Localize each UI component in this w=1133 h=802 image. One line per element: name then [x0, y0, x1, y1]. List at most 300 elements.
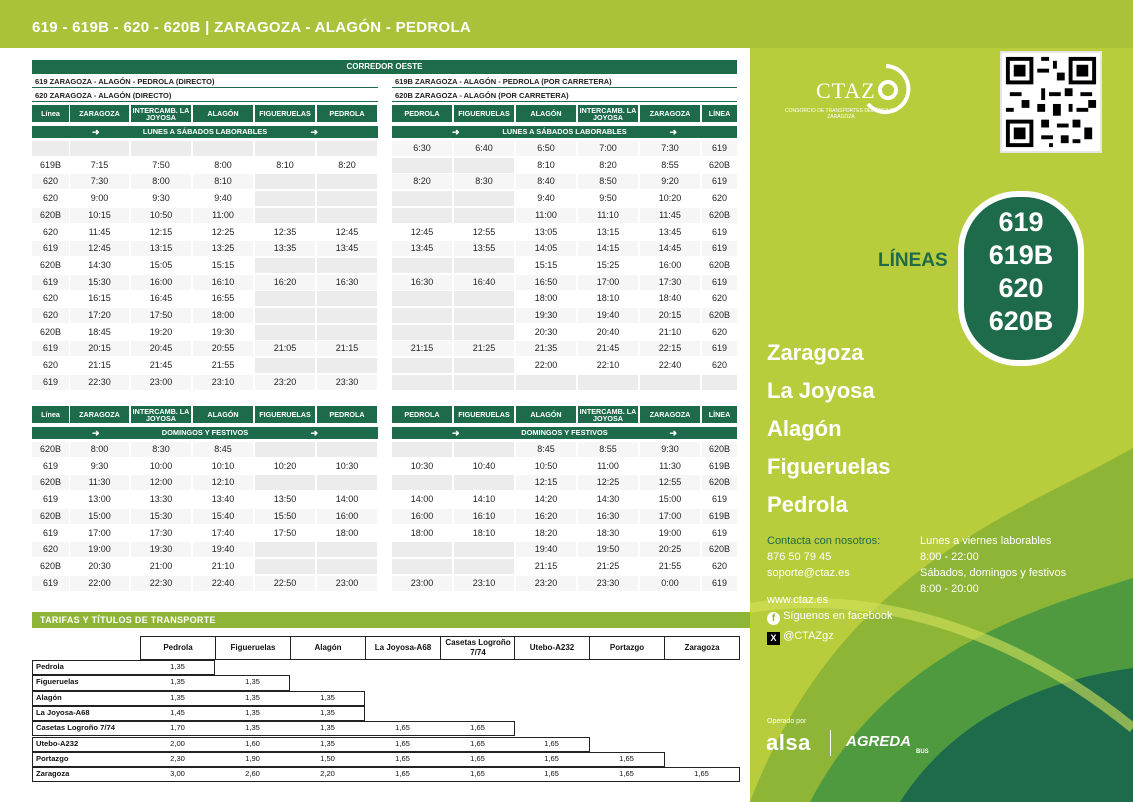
time-cell: 620B	[32, 325, 69, 340]
time-cell: 619	[702, 225, 737, 240]
time-cell: 8:30	[131, 442, 191, 457]
time-cell: 17:40	[193, 526, 253, 541]
time-cell: 17:50	[255, 526, 315, 541]
time-cell: 21:55	[640, 559, 700, 574]
time-cell: 15:40	[193, 509, 253, 524]
time-cell	[255, 141, 315, 156]
fare-value: 1,35	[170, 692, 185, 702]
time-cell: 23:20	[516, 576, 576, 591]
time-cell: 19:40	[193, 542, 253, 557]
time-cell: 23:10	[193, 375, 253, 390]
time-cell: 19:20	[131, 325, 191, 340]
time-cell: 20:15	[640, 308, 700, 323]
fare-value: 1,65	[544, 738, 559, 748]
time-cell: 8:00	[70, 442, 129, 457]
header-bar	[0, 0, 1133, 48]
time-cell	[317, 325, 377, 340]
time-cell: 16:15	[70, 291, 129, 306]
time-cell	[454, 291, 514, 306]
time-cell: 12:45	[317, 225, 377, 240]
time-cell	[392, 475, 452, 490]
time-cell: 21:15	[317, 341, 377, 356]
facebook-icon: f	[767, 612, 780, 625]
time-cell: 11:00	[578, 459, 638, 474]
divider	[392, 101, 737, 102]
twitter-label: @CTAZgz	[783, 630, 834, 642]
time-cell	[454, 258, 514, 273]
time-cell: 8:20	[578, 158, 638, 173]
day-type-label: LUNES A SÁBADOS LABORABLES	[142, 127, 268, 136]
time-cell: 10:40	[454, 459, 514, 474]
time-cell: 19:40	[516, 542, 576, 557]
time-cell: 17:30	[640, 275, 700, 290]
lines-badge	[958, 191, 1084, 366]
time-cell: 15:00	[70, 509, 129, 524]
time-cell: 10:20	[640, 191, 700, 206]
time-cell: 18:00	[317, 526, 377, 541]
time-cell: 13:45	[640, 225, 700, 240]
time-cell: 22:15	[640, 341, 700, 356]
time-cell: 619	[32, 341, 69, 356]
time-cell: 10:30	[392, 459, 452, 474]
time-cell: 13:30	[131, 492, 191, 507]
time-cell: 21:55	[193, 358, 253, 373]
time-cell: 10:20	[255, 459, 315, 474]
time-cell: 14:00	[392, 492, 452, 507]
time-cell: 16:45	[131, 291, 191, 306]
time-cell	[454, 358, 514, 373]
time-cell: 8:00	[131, 174, 191, 189]
time-cell: 12:45	[392, 225, 452, 240]
time-cell: 18:40	[640, 291, 700, 306]
time-cell: 9:30	[131, 191, 191, 206]
time-cell: 14:45	[640, 241, 700, 256]
time-cell	[255, 542, 315, 557]
time-cell	[255, 442, 315, 457]
time-cell	[454, 442, 514, 457]
column-header: INTERCAMB. LA JOYOSA	[132, 406, 190, 423]
time-cell: 14:10	[454, 492, 514, 507]
contact-heading: Contacta con nosotros:	[767, 535, 881, 547]
fare-value: 1,65	[470, 738, 485, 748]
time-cell: 619	[702, 341, 737, 356]
time-cell: 19:50	[578, 542, 638, 557]
time-cell: 8:00	[193, 158, 253, 173]
fare-column-header: Zaragoza	[664, 636, 740, 660]
time-cell: 15:25	[578, 258, 638, 273]
time-cell: 13:25	[193, 241, 253, 256]
time-cell: 619	[702, 241, 737, 256]
time-cell: 15:15	[193, 258, 253, 273]
time-cell: 20:15	[70, 341, 129, 356]
time-cell: 620	[702, 325, 737, 340]
time-cell: 620	[32, 191, 69, 206]
facebook-link[interactable]	[767, 609, 893, 625]
time-cell: 20:55	[193, 341, 253, 356]
time-cell: 10:30	[317, 459, 377, 474]
column-header: ZARAGOZA	[640, 406, 700, 423]
fare-value: 1,65	[395, 723, 410, 733]
time-cell: 20:30	[516, 325, 576, 340]
time-cell: 619	[32, 576, 69, 591]
time-cell	[131, 141, 191, 156]
time-cell: 11:45	[70, 225, 129, 240]
column-header: ZARAGOZA	[640, 105, 700, 122]
time-cell: 13:00	[70, 492, 129, 507]
time-cell: 620	[32, 358, 69, 373]
lines-label: LÍNEAS	[878, 250, 948, 271]
time-cell: 620	[32, 225, 69, 240]
time-cell: 619	[32, 526, 69, 541]
time-cell: 21:45	[578, 341, 638, 356]
time-cell: 6:40	[454, 141, 514, 156]
fare-value: 1,65	[619, 753, 634, 763]
column-header: INTERCAMB. LA JOYOSA	[579, 406, 637, 423]
time-cell: 620	[32, 174, 69, 189]
website-link[interactable]: www.ctaz.es	[767, 594, 829, 606]
line-number: 620B	[988, 306, 1054, 336]
time-cell: 18:00	[392, 526, 452, 541]
time-cell: 0:00	[640, 576, 700, 591]
fare-value: 1,35	[170, 677, 185, 687]
time-cell: 13:50	[255, 492, 315, 507]
time-cell: 620B	[32, 208, 69, 223]
time-cell: 8:10	[193, 174, 253, 189]
fare-row-label: Figueruelas	[36, 677, 79, 687]
time-cell: 19:30	[131, 542, 191, 557]
time-cell: 620B	[702, 442, 737, 457]
time-cell	[255, 325, 315, 340]
time-cell	[32, 141, 69, 156]
column-header: ALAGÓN	[193, 105, 253, 122]
time-cell: 22:40	[193, 576, 253, 591]
fare-column-header: Figueruelas	[215, 636, 291, 660]
time-cell: 20:30	[70, 559, 129, 574]
time-cell: 620	[32, 291, 69, 306]
time-cell: 22:50	[255, 576, 315, 591]
time-cell: 16:00	[317, 509, 377, 524]
fare-value: 1,65	[619, 769, 634, 779]
time-cell	[255, 475, 315, 490]
column-header: ZARAGOZA	[70, 406, 129, 423]
fare-column-header: Pedrola	[140, 636, 216, 660]
qr-code[interactable]	[1000, 51, 1102, 153]
time-cell	[454, 325, 514, 340]
time-cell: 619	[32, 492, 69, 507]
fare-value: 1,90	[245, 753, 260, 763]
day-type-label: DOMINGOS Y FESTIVOS	[521, 428, 608, 437]
time-cell: 22:30	[131, 576, 191, 591]
time-cell: 8:45	[516, 442, 576, 457]
time-cell: 16:10	[193, 275, 253, 290]
time-cell: 18:20	[516, 526, 576, 541]
time-cell	[454, 375, 514, 390]
arrow-right-icon: ➜	[669, 428, 677, 438]
time-cell: 620B	[32, 559, 69, 574]
fare-value: 1,50	[320, 753, 335, 763]
time-cell	[392, 308, 452, 323]
route-label: 619B ZARAGOZA - ALAGÓN - PEDROLA (POR CARRETERA)	[395, 77, 612, 86]
time-cell: 13:45	[392, 241, 452, 256]
column-header: LÍNEA	[702, 105, 737, 122]
time-cell: 17:00	[70, 526, 129, 541]
brand-subtitle: CONSORCIO DE TRANSPORTES DEL ÁREA DE ZARAGOZA	[785, 108, 897, 120]
corridor-title: CORREDOR OESTE	[32, 60, 737, 74]
time-cell	[255, 559, 315, 574]
time-cell: 17:00	[640, 509, 700, 524]
time-cell	[255, 174, 315, 189]
fare-value: 1,35	[245, 707, 260, 717]
qr-code-icon	[1002, 53, 1100, 151]
time-cell	[70, 141, 129, 156]
column-header: Línea	[32, 105, 69, 122]
time-cell: 9:20	[640, 174, 700, 189]
facebook-label: Síguenos en facebook	[783, 610, 893, 622]
time-cell: 620B	[702, 542, 737, 557]
arrow-right-icon: ➜	[669, 127, 677, 137]
time-cell: 23:30	[578, 576, 638, 591]
time-cell	[193, 141, 253, 156]
agreda-sub: BUS	[916, 749, 929, 755]
time-cell: 9:40	[516, 191, 576, 206]
time-cell: 16:10	[454, 509, 514, 524]
time-cell	[317, 258, 377, 273]
time-cell: 21:15	[70, 358, 129, 373]
fare-value: 2,20	[320, 769, 335, 779]
column-header: FIGUERUELAS	[255, 105, 315, 122]
fare-column-header: Utebo-A232	[514, 636, 590, 660]
column-header: INTERCAMB. LA JOYOSA	[579, 105, 637, 122]
divider	[32, 87, 378, 88]
arrow-right-icon: ➜	[92, 127, 100, 137]
time-cell: 21:05	[255, 341, 315, 356]
fare-value: 1,65	[395, 753, 410, 763]
time-cell: 619	[702, 174, 737, 189]
column-header: Línea	[32, 406, 69, 423]
time-cell: 9:40	[193, 191, 253, 206]
time-cell: 7:30	[70, 174, 129, 189]
time-cell	[317, 174, 377, 189]
time-cell: 16:30	[317, 275, 377, 290]
time-cell: 13:55	[454, 241, 514, 256]
city-name: Alagón	[767, 416, 842, 441]
time-cell: 620B	[702, 308, 737, 323]
time-cell: 21:45	[131, 358, 191, 373]
time-cell: 620	[702, 559, 737, 574]
day-type-label: LUNES A SÁBADOS LABORABLES	[502, 127, 627, 136]
time-cell: 8:55	[640, 158, 700, 173]
day-type-bar	[392, 126, 737, 138]
time-cell	[255, 358, 315, 373]
time-cell: 620B	[32, 442, 69, 457]
time-cell: 21:00	[131, 559, 191, 574]
fare-value: 1,65	[470, 753, 485, 763]
time-cell	[255, 191, 315, 206]
time-cell	[392, 258, 452, 273]
time-cell: 13:15	[578, 225, 638, 240]
time-cell: 14:20	[516, 492, 576, 507]
hours-weekend: 8:00 - 20:00	[920, 583, 979, 595]
time-cell: 620B	[702, 258, 737, 273]
time-cell: 18:30	[578, 526, 638, 541]
time-cell	[317, 475, 377, 490]
column-header: ALAGÓN	[516, 406, 576, 423]
fare-row-label: Zaragoza	[36, 769, 70, 779]
fare-value: 1,65	[544, 769, 559, 779]
fare-value: 1,60	[245, 738, 260, 748]
fare-value: 2,30	[170, 753, 185, 763]
column-header: LÍNEA	[702, 406, 737, 423]
city-name: Figueruelas	[767, 454, 891, 479]
time-cell: 16:50	[516, 275, 576, 290]
time-cell: 19:30	[193, 325, 253, 340]
time-cell: 21:25	[578, 559, 638, 574]
time-cell	[317, 141, 377, 156]
fare-value: 1,35	[320, 692, 335, 702]
time-cell: 620B	[32, 258, 69, 273]
time-cell: 15:30	[70, 275, 129, 290]
line-number: 619	[998, 207, 1044, 237]
time-cell: 22:00	[70, 576, 129, 591]
column-header: FIGUERUELAS	[454, 406, 514, 423]
operated-by: Operado por	[767, 718, 807, 725]
time-cell: 21:25	[454, 341, 514, 356]
column-header: ALAGÓN	[516, 105, 576, 122]
time-cell: 619	[32, 375, 69, 390]
time-cell	[454, 208, 514, 223]
time-cell: 619	[32, 241, 69, 256]
time-cell: 13:40	[193, 492, 253, 507]
time-cell: 620B	[702, 208, 737, 223]
time-cell: 21:15	[516, 559, 576, 574]
line-number: 619B	[988, 240, 1054, 270]
time-cell: 10:10	[193, 459, 253, 474]
time-cell: 7:30	[640, 141, 700, 156]
time-cell: 21:10	[193, 559, 253, 574]
brand-logo: CTAZ	[816, 78, 876, 103]
time-cell: 16:00	[640, 258, 700, 273]
fare-value: 3,00	[170, 769, 185, 779]
arrow-right-icon: ➜	[92, 428, 100, 438]
time-cell: 12:15	[131, 225, 191, 240]
column-header: FIGUERUELAS	[454, 105, 514, 122]
time-cell: 12:10	[193, 475, 253, 490]
time-cell: 16:55	[193, 291, 253, 306]
time-cell	[702, 375, 737, 390]
time-cell: 19:00	[640, 526, 700, 541]
time-cell: 22:40	[640, 358, 700, 373]
fare-value: 1,35	[245, 723, 260, 733]
line-number: 620	[998, 273, 1044, 303]
time-cell: 12:55	[454, 225, 514, 240]
time-cell: 6:30	[392, 141, 452, 156]
time-cell	[392, 208, 452, 223]
arrow-right-icon: ➜	[452, 428, 460, 438]
time-cell	[317, 442, 377, 457]
time-cell: 619	[32, 459, 69, 474]
time-cell: 21:10	[640, 325, 700, 340]
fare-column-header: Casetas Logroño 7/74	[440, 636, 516, 660]
time-cell: 13:35	[255, 241, 315, 256]
fare-value: 1,65	[395, 769, 410, 779]
time-cell: 22:10	[578, 358, 638, 373]
city-name: Pedrola	[767, 492, 848, 517]
time-cell: 619	[702, 576, 737, 591]
contact-email[interactable]: soporte@ctaz.es	[767, 567, 850, 579]
time-cell: 6:50	[516, 141, 576, 156]
time-cell	[392, 191, 452, 206]
time-cell	[317, 291, 377, 306]
fare-value: 1,35	[320, 723, 335, 733]
time-cell: 620	[702, 191, 737, 206]
agreda-logo: AGREDA	[846, 733, 912, 750]
fare-value: 1,35	[245, 692, 260, 702]
time-cell	[516, 375, 576, 390]
time-cell: 7:15	[70, 158, 129, 173]
time-cell: 619	[702, 141, 737, 156]
day-type-bar	[32, 126, 378, 138]
time-cell	[255, 291, 315, 306]
time-cell	[454, 542, 514, 557]
fares-title: TARIFAS Y TÍTULOS DE TRANSPORTE	[32, 612, 750, 628]
time-cell: 619B	[702, 509, 737, 524]
time-cell: 619	[32, 275, 69, 290]
time-cell: 14:00	[317, 492, 377, 507]
fare-value: 1,35	[320, 738, 335, 748]
time-cell: 18:00	[193, 308, 253, 323]
fare-column-header: Alagón	[290, 636, 366, 660]
time-cell	[454, 475, 514, 490]
time-cell: 8:55	[578, 442, 638, 457]
time-cell: 22:00	[516, 358, 576, 373]
time-cell: 18:10	[578, 291, 638, 306]
contact-phone[interactable]: 876 50 79 45	[767, 551, 832, 563]
column-header: PEDROLA	[317, 406, 377, 423]
time-cell	[317, 191, 377, 206]
time-cell: 22:30	[70, 375, 129, 390]
time-cell: 21:15	[392, 341, 452, 356]
time-cell: 17:20	[70, 308, 129, 323]
fare-value: 1,65	[395, 738, 410, 748]
time-cell	[255, 208, 315, 223]
time-cell: 19:00	[70, 542, 129, 557]
time-cell: 620B	[32, 475, 69, 490]
time-cell: 15:30	[131, 509, 191, 524]
twitter-link[interactable]	[767, 629, 834, 645]
route-label: 620B ZARAGOZA - ALAGÓN (POR CARRETERA)	[395, 91, 569, 100]
time-cell: 15:00	[640, 492, 700, 507]
fare-value: 1,65	[470, 769, 485, 779]
time-cell: 11:10	[578, 208, 638, 223]
fare-value: 1,65	[470, 723, 485, 733]
fare-value: 1,35	[170, 662, 185, 671]
column-header: PEDROLA	[392, 406, 452, 423]
time-cell: 8:10	[516, 158, 576, 173]
fare-value: 1,70	[170, 723, 185, 733]
page-title: 619 - 619B - 620 - 620B | ZARAGOZA - ALAGÓN - PEDROLA	[32, 19, 472, 36]
time-cell: 23:30	[317, 375, 377, 390]
time-cell: 7:00	[578, 141, 638, 156]
time-cell: 620	[702, 358, 737, 373]
fare-value: 1,65	[694, 769, 709, 779]
time-cell	[454, 158, 514, 173]
fare-value: 1,35	[320, 707, 335, 717]
hours-weekday: 8:00 - 22:00	[920, 551, 979, 563]
time-cell	[392, 158, 452, 173]
column-header: PEDROLA	[392, 105, 452, 122]
time-cell: 14:05	[516, 241, 576, 256]
time-cell: 620B	[702, 158, 737, 173]
